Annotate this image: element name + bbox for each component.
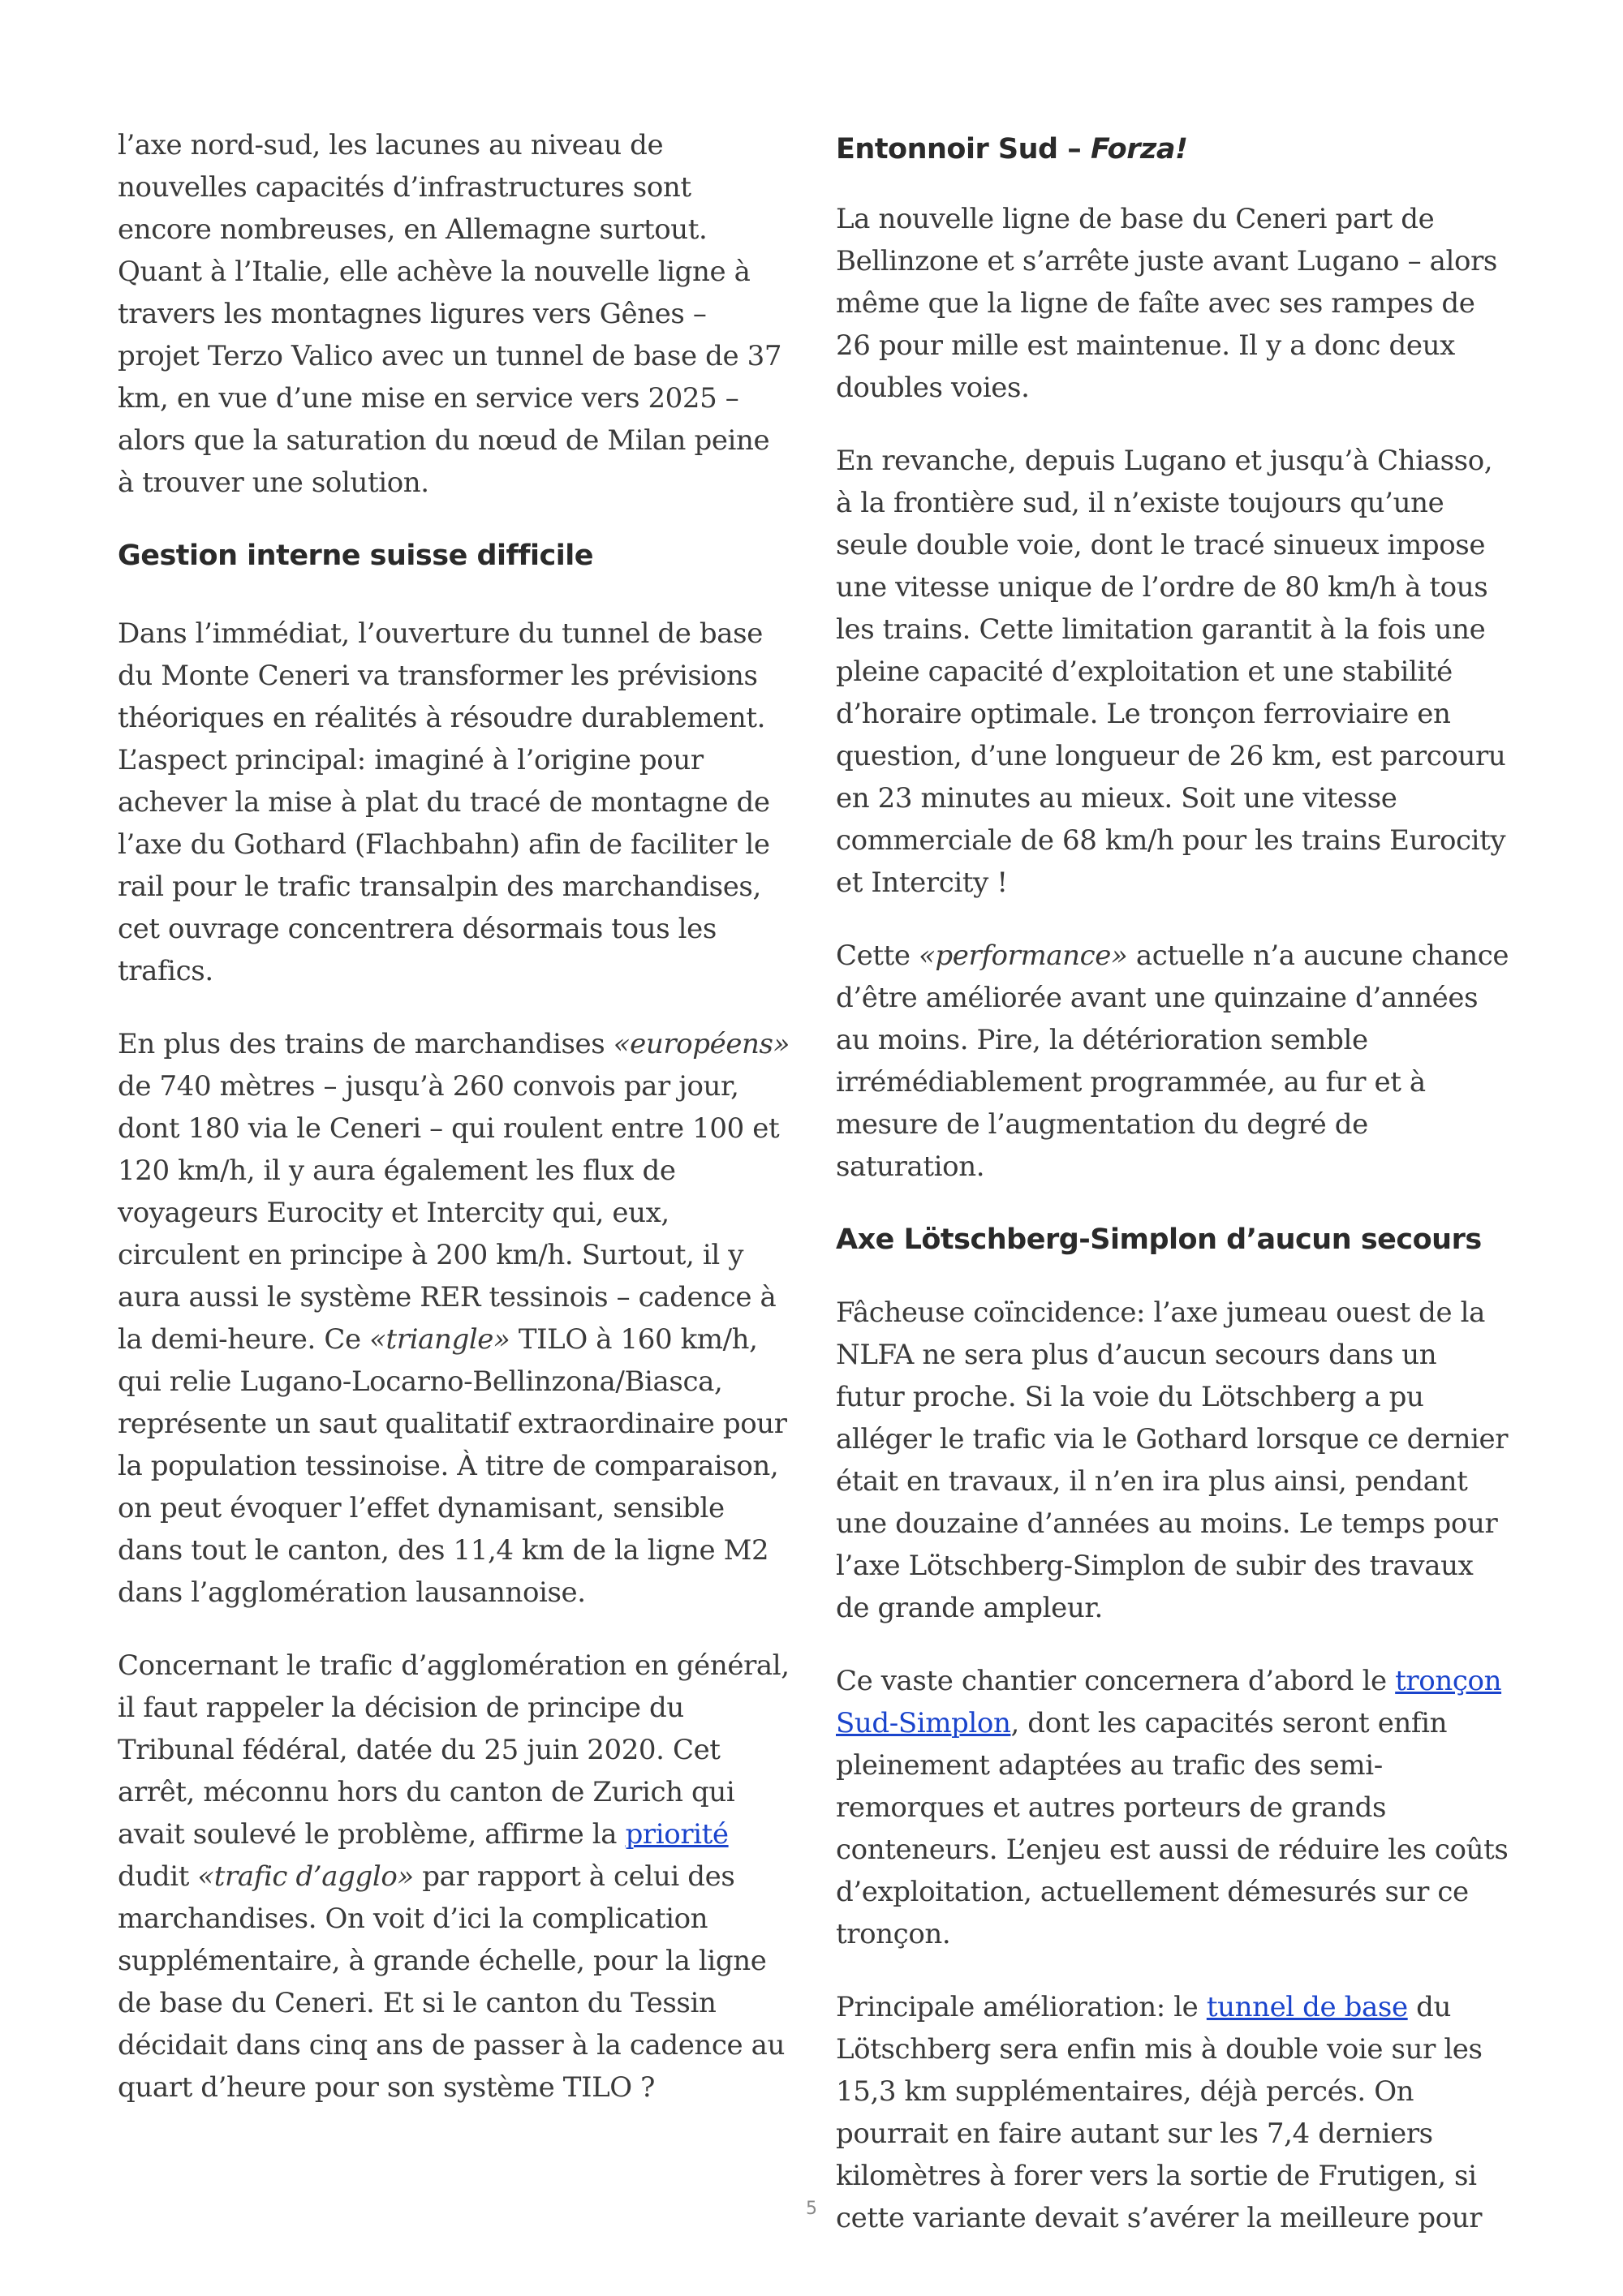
italic-quote: «performance»: [919, 939, 1128, 972]
text-run: Principale amélioration: le: [836, 1991, 1207, 2023]
page-number: 5: [806, 2199, 817, 2219]
section-heading: Axe Lötschberg-Simplon d’aucun secours: [836, 1223, 1482, 1256]
text-run: dudit: [118, 1860, 198, 1893]
text-run: , dont les capacités seront enfin pleinement adaptées au trafic des semi-remorques et autres porteurs de grands conteneurs. L’enjeu est aussi de réduire les coûts d’exploitation, actuellement démesurés sur ce tronçon.: [836, 1707, 1509, 1950]
section-heading: Gestion interne suisse difficile: [118, 540, 593, 572]
right-column: [836, 122, 1509, 2270]
heading-text: Entonnoir Sud –: [836, 133, 1091, 166]
paragraph: l’axe nord-sud, les lacunes au niveau de nouvelles capacités d’infrastructures sont encore nombreuses, en Allemagne surtout. Quant à l’Italie, elle achève la nouvelle ligne à travers les montagnes ligures vers Gênes – projet Terzo Valico avec un tunnel de base de 37 km, en vue d’une mise en service vers 2025 – alors que la saturation du nœud de Milan peine à trouver une solution.: [118, 129, 782, 499]
paragraph: [836, 1660, 1509, 1955]
section-heading: [836, 128, 1509, 170]
left-column: [118, 122, 791, 2139]
text-run: de 740 mètres – jusqu’à 260 convois par jour, dont 180 via le Ceneri – qui roulent entre 100 et 120 km/h, il y aura également les flux de voyageurs Eurocity et Intercity qui, eux, circulent en principe à 200 km/h. Surtout, il y aura aussi le système RER tessinois – cadence à la demi-heure. Ce: [118, 1070, 780, 1356]
paragraph: En revanche, depuis Lugano et jusqu’à Chiasso, à la frontière sud, il n’existe toujours qu’une seule double voie, dont le tracé sinueux impose une vitesse unique de l’ordre de 80 km/h à tous les trains. Cette limitation garantit à la fois une pleine capacité d’exploitation et une stabilité d’horaire optimale. Le tronçon ferroviaire en question, d’une longueur de 26 km, est parcouru en 23 minutes au mieux. Soit une vitesse commerciale de 68 km/h pour les trains Eurocity et Intercity !: [836, 445, 1506, 899]
text-run: En plus des trains de marchandises: [118, 1028, 613, 1060]
paragraph: [836, 935, 1509, 1188]
text-run: Cette: [836, 939, 919, 972]
link-tunnel-de-base[interactable]: tunnel de base: [1206, 1991, 1408, 2023]
text-run: Ce vaste chantier concernera d’abord le: [836, 1665, 1396, 1697]
italic-quote: «européens»: [613, 1028, 790, 1060]
text-run: TILO à 160 km/h, qui relie Lugano-Locarno-Bellinzona/Biasca, représente un saut qualitatif extraordinaire pour la population tessinoise. À titre de comparaison, on peut évoquer l’effet dynamisant, sensible dans tout le canton, des 11,4 km de la ligne M2 dans l’agglomération lausannoise.: [118, 1323, 787, 1609]
link-priorite[interactable]: priorité: [625, 1818, 729, 1851]
link-troncon-sud-simplon[interactable]: tronçon Sud-Simplon: [836, 1665, 1502, 1739]
text-run: Concernant le trafic d’agglomération en général, il faut rappeler la décision de principe du Tribunal fédéral, datée du 25 juin 2020. Cet arrêt, méconnu hors du canton de Zurich qui avait soulevé le problème, affirme la: [118, 1649, 790, 1851]
paragraph: Fâcheuse coïncidence: l’axe jumeau ouest de la NLFA ne sera plus d’aucun secours dans un futur proche. Si la voie du Lötschberg a pu alléger le trafic via le Gothard lorsque ce dernier était en travaux, il n’en ira plus ainsi, pendant une douzaine d’années au moins. Le temps pour l’axe Lötschberg-Simplon de subir des travaux de grande ampleur.: [836, 1296, 1509, 1624]
paragraph: Dans l’immédiat, l’ouverture du tunnel de base du Monte Ceneri va transformer les prévisions théoriques en réalités à résoudre durablement. L’aspect principal: imaginé à l’origine pour achever la mise à plat du tracé de montagne de l’axe du Gothard (Flachbahn) afin de faciliter le rail pour le trafic transalpin des marchandises, cet ouvrage concentrera désormais tous les trafics.: [118, 617, 770, 987]
text-run: actuelle n’a aucune chance d’être améliorée avant une quinzaine d’années au moins. Pire, la détérioration semble irrémédiablement programmée, au fur et à mesure de l’augmentation du degré de saturation.: [836, 939, 1509, 1183]
text-run: du Lötschberg sera enfin mis à double voie sur les 15,3 km supplémentaires, déjà percés. On pourrait en faire autant sur les 7,4 derniers kilomètres à forer vers la sortie de Frutigen, si cette variante devait s’avérer la meilleure pour: [836, 1991, 1483, 2234]
italic-quote: «triangle»: [369, 1323, 510, 1356]
paragraph: [118, 1023, 791, 1614]
heading-italic: Forza!: [1090, 133, 1188, 166]
paragraph: [118, 1645, 791, 2109]
paragraph: La nouvelle ligne de base du Ceneri part de Bellinzone et s’arrête juste avant Lugano – alors même que la ligne de faîte avec ses rampes de 26 pour mille est maintenue. Il y a donc deux doubles voies.: [836, 203, 1497, 404]
italic-quote: «trafic d’agglo»: [197, 1860, 414, 1893]
text-run: par rapport à celui des marchandises. On voit d’ici la complication supplémentaire, à grande échelle, pour la ligne de base du Ceneri. Et si le canton du Tessin décidait dans cinq ans de passer à la cadence au quart d’heure pour son système TILO ?: [118, 1860, 786, 2104]
